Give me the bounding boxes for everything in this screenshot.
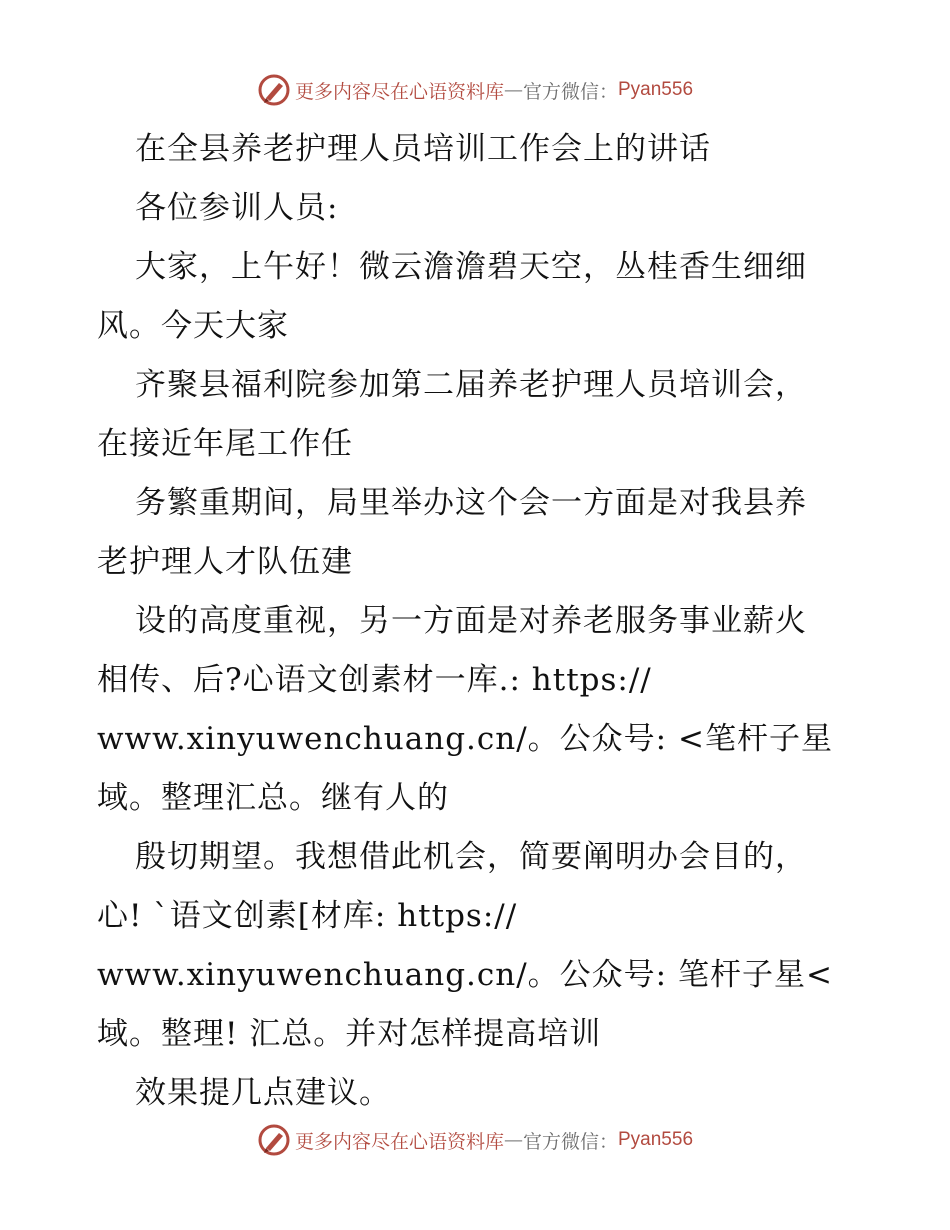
text-line: 老护理人才队伍建: [97, 544, 353, 580]
text-line: 相传、后?心语文创素材一库.: https://: [97, 662, 652, 698]
watermark-brand: 更多内容尽在心语资料库: [294, 80, 504, 103]
text-line: 大家，上午好！微云澹澹碧天空，丛桂香生细细: [135, 249, 807, 285]
header-watermark: [0, 70, 950, 110]
text-line: 在接近年尾工作任: [97, 426, 353, 462]
text-line: 务繁重期间，局里举办这个会一方面是对我县养: [135, 485, 807, 521]
text-line: 齐聚县福利院参加第二届养老护理人员培训会，: [135, 367, 807, 403]
watermark-brand: 更多内容尽在心语资料库: [294, 1130, 504, 1153]
text-line: www.xinyuwenchuang.cn/。公众号: <笔杆子星: [97, 721, 833, 757]
watermark-wechat-id: Pyan556: [618, 1129, 694, 1150]
text-line: 域。整理汇总。继有人的: [97, 780, 449, 816]
footer-watermark: [0, 1120, 950, 1160]
document-body: [97, 120, 857, 1123]
text-line: 心! `语文创素[材库: https://: [97, 898, 518, 934]
watermark-wechat-id: Pyan556: [618, 79, 694, 100]
text-line: 风。今天大家: [97, 308, 289, 344]
watermark-separator: —: [503, 1129, 523, 1151]
text-line: 效果提几点建议。: [135, 1075, 391, 1111]
watermark-wechat-label: 官方微信：: [522, 80, 618, 103]
text-line: 殷切期望。我想借此机会，简要阐明办会目的，: [135, 839, 807, 875]
watermark-separator: —: [503, 79, 523, 101]
text-line: 设的高度重视，另一方面是对养老服务事业薪火: [135, 603, 807, 639]
text-line: 各位参训人员:: [135, 190, 339, 226]
text-line: 域。整理! 汇总。并对怎样提高培训: [97, 1016, 602, 1052]
text-line: 在全县养老护理人员培训工作会上的讲话: [135, 131, 711, 167]
pen-logo-icon: [257, 73, 291, 107]
watermark-wechat-label: 官方微信：: [522, 1130, 618, 1153]
pen-logo-icon: [257, 1123, 291, 1157]
text-line: www.xinyuwenchuang.cn/。公众号: 笔杆子星<: [97, 957, 833, 993]
